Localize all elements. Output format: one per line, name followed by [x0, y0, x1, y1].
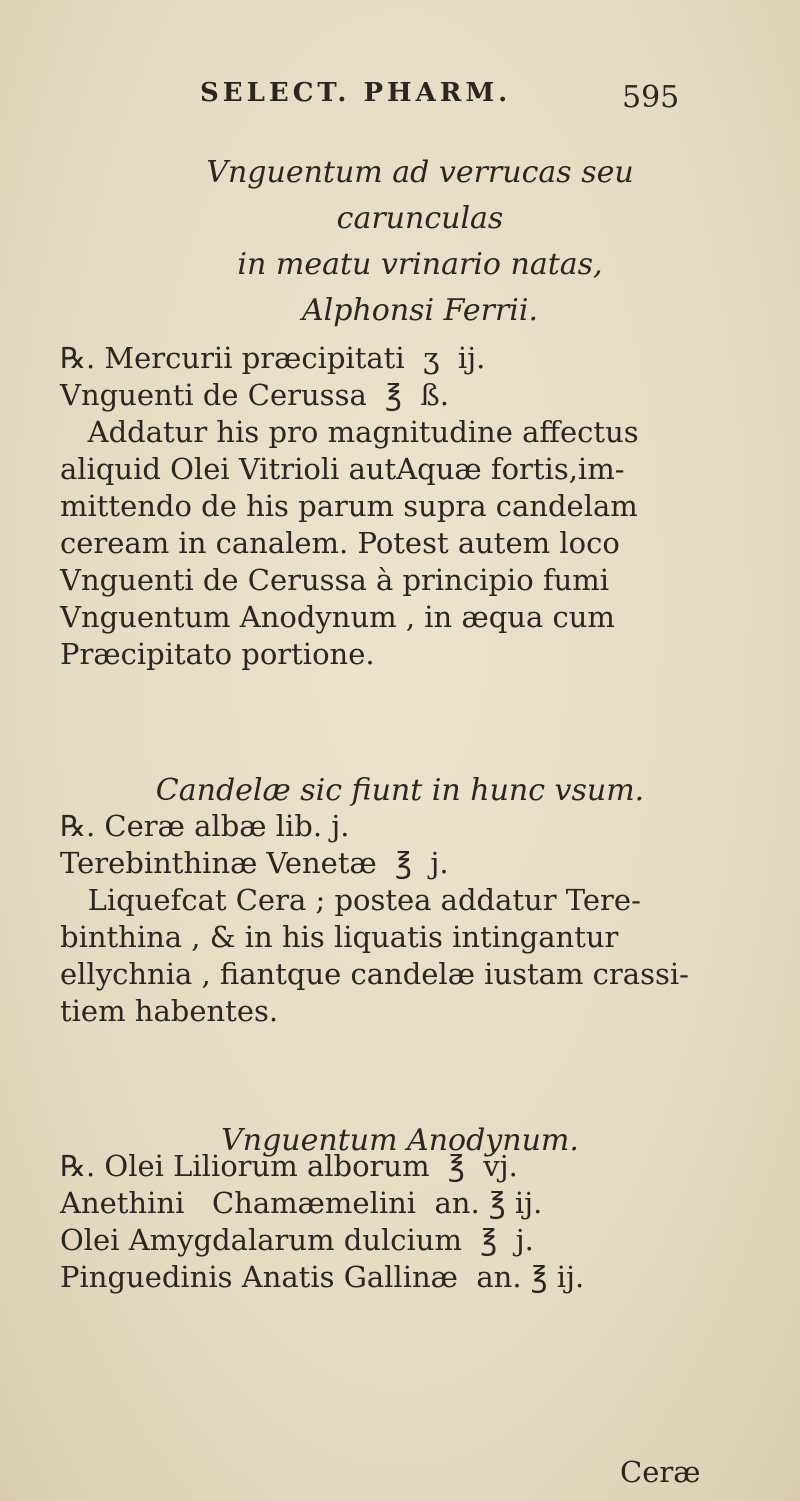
text-line: Olei Amygdalarum dulcium ℥ j. [60, 1223, 534, 1257]
text-line: tiem habentes. [60, 994, 279, 1028]
text-line: Præcipitato portione. [60, 637, 375, 671]
heading-line: Alphonsi Ferrii. [301, 293, 539, 328]
running-head: SELECT. PHARM. [200, 78, 512, 108]
section-body [60, 808, 700, 1030]
text-line: ellychnia , fiantque candelæ iustam crassi- [60, 957, 689, 991]
text-line: Liquefcat Cera ; postea addatur Tere- [60, 883, 641, 917]
text-line: Pinguedinis Anatis Gallinæ an. ℥ ij. [60, 1260, 585, 1294]
text-line: binthina , & in his liquatis intingantur [60, 920, 619, 954]
text-line: Vnguentum Anodynum , in æqua cum [60, 600, 615, 634]
heading-line: Vnguentum ad verrucas seu carunculas [206, 155, 634, 236]
section-body [60, 1148, 700, 1296]
text-line: Vnguenti de Cerussa à principio fumi [60, 563, 610, 597]
text-line: Anethini Chamæmelini an. ℥ ij. [60, 1186, 543, 1220]
text-line: ℞. Olei Liliorum alborum ℥ vj. [60, 1149, 518, 1183]
text-line: mittendo de his parum supra candelam [60, 489, 638, 523]
text-line: ceream in canalem. Potest autem loco [60, 526, 620, 560]
text-line: Vnguenti de Cerussa ℥ ß. [60, 378, 449, 412]
heading-line: Candelæ sic fiunt in hunc vsum. [155, 773, 645, 808]
heading-line: Vnguentum Anodynum. [221, 1123, 579, 1158]
section-body [60, 340, 700, 673]
page-number: 595 [622, 80, 680, 115]
section-heading [200, 150, 640, 334]
text-line: aliquid Olei Vitrioli autAquæ fortis,im- [60, 452, 625, 486]
text-line: Terebinthinæ Venetæ ℥ j. [60, 846, 449, 880]
text-line: Addatur his pro magnitudine affectus [60, 415, 639, 449]
text-line: ℞. Ceræ albæ lib. j. [60, 809, 350, 843]
text-line: ℞. Mercurii præcipitati ʒ ij. [60, 341, 486, 375]
catchword: Ceræ [620, 1455, 701, 1489]
heading-line: in meatu vrinario natas, [237, 247, 603, 282]
